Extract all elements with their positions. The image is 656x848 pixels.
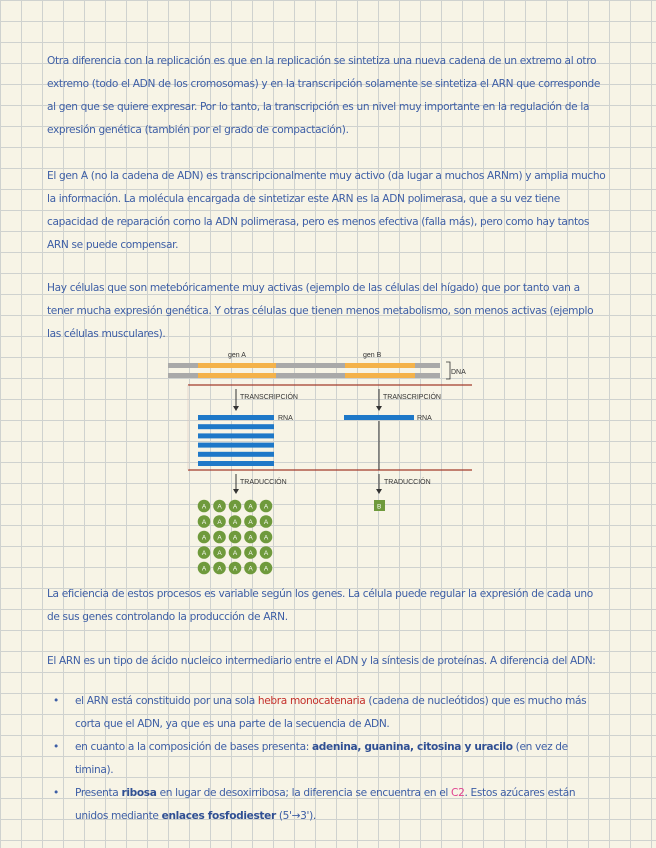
highlight-c2: C2 [451, 787, 465, 799]
paragraph-cell-activity: Hay células que son metebóricamente muy activas (ejemplo de las células del hígado) que por tanto van a tener mucha expresión genética. Y otras células que tienen menos metabolismo, son menos activas (ejemplo las células musculares). [47, 282, 594, 340]
highlight-ribose: ribosa [121, 787, 157, 799]
protein-a-label: A [232, 518, 238, 526]
protein-a-label: A [248, 518, 253, 526]
protein-a-label: A [248, 503, 253, 511]
list-item [47, 690, 607, 736]
bullet-dot: • [53, 741, 59, 753]
rna-a-strand [198, 424, 274, 429]
rna-a-strand [198, 461, 274, 466]
translation-a-label: TRADUCCIÓN [240, 479, 287, 486]
highlight-bases: adenina, guanina, citosina y uracilo [311, 741, 513, 753]
dna-label: DNA [451, 369, 466, 376]
rna-b-strand [344, 415, 414, 420]
protein-a-label: A [263, 534, 269, 542]
bullet-3-text: Presenta [75, 787, 122, 799]
protein-a-label: A [248, 565, 253, 573]
protein-a-label: A [232, 503, 238, 511]
list-item [47, 736, 607, 782]
bullet-dot: • [53, 695, 59, 707]
protein-a-label: A [201, 565, 207, 573]
rna-b-label: RNA [417, 415, 432, 422]
protein-a-label: A [217, 565, 222, 573]
protein-a-label: A [201, 503, 207, 511]
protein-a-label: A [217, 549, 222, 557]
arrow-transcription-a-head [233, 406, 239, 411]
gene-a-segment-top [198, 363, 276, 368]
gene-b-label: gen B [363, 352, 382, 359]
protein-a-label: A [248, 549, 253, 557]
protein-a-label: A [263, 503, 269, 511]
protein-a-label: A [263, 549, 269, 557]
gene-a-label: gen A [228, 352, 246, 359]
list-item [47, 782, 607, 828]
bullet-dot: • [53, 787, 59, 799]
protein-a-label: A [217, 503, 222, 511]
protein-a-label: A [263, 565, 269, 573]
bullet-3-rest: (5'→3'). [275, 810, 316, 822]
transcription-a-label: TRANSCRIPCIÓN [240, 394, 298, 401]
protein-a-grid [198, 500, 273, 575]
rna-a-strand [198, 433, 274, 438]
bullet-3-mid: en lugar de desoxirribosa; la diferencia se encuentra en el [156, 787, 452, 799]
protein-b-label: B [377, 503, 382, 511]
protein-a-label: A [263, 518, 269, 526]
paragraph-rna-definition: El ARN es un tipo de ácido nucleico intermediario entre el ADN y la síntesis de proteínas. A diferencia del ADN: [47, 655, 596, 667]
gene-expression-diagram [160, 345, 480, 580]
gene-b-segment-bottom [345, 373, 415, 378]
paragraph-replication-vs-transcription: Otra diferencia con la replicación es que en la replicación se sintetiza una nueva cadena de un extremo al otro extremo (todo el ADN de los cromosomas) y en la transcripción solamente se sintetiza el ARN que corresponde al gen que se quiere expresar. Por lo tanto, la transcripción es un nivel muy importante en la regulación de la expresión genética (también por el grado de compactación). [47, 55, 601, 136]
gene-a-segment-bottom [198, 373, 276, 378]
paragraph-gene-a: El gen A (no la cadena de ADN) es transcripcionalmente muy activo (da lugar a muchos ARNm) y amplia mucho la información. La molécula encargada de sintetizar este ARN es la ADN polimerasa, que a su vez tiene capacidad de reparación como la ADN polimerasa, pero es menos efectiva (falla más), pero como hay tantos ARN se puede compensar. [47, 170, 606, 251]
protein-a-label: A [201, 549, 207, 557]
bullet-3-mid2: . Estos azúcares están unidos mediante [75, 787, 576, 822]
gene-b-segment-top [345, 363, 415, 368]
bullet-1-rest: (cadena de nucleótidos) que es mucho más corta que el ADN, ya que es una parte de la secuencia de ADN. [75, 695, 587, 730]
paragraph-efficiency: La eficiencia de estos procesos es variable según los genes. La célula puede regular la expresión de cada uno de sus genes controlando la producción de ARN. [47, 588, 593, 623]
protein-a-label: A [217, 518, 222, 526]
protein-a-label: A [201, 534, 207, 542]
protein-a-label: A [217, 534, 222, 542]
rna-a-strand [198, 415, 274, 420]
protein-a-label: A [232, 565, 238, 573]
gene-expression-svg [160, 345, 480, 580]
rna-a-label: RNA [278, 415, 293, 422]
rna-a-strand [198, 443, 274, 448]
protein-a-label: A [248, 534, 253, 542]
arrow-translation-b-head [376, 489, 382, 494]
dna-bracket [446, 362, 450, 379]
highlight-single-strand: hebra monocatenaria [257, 695, 366, 707]
rna-a-strand [198, 452, 274, 457]
translation-b-label: TRADUCCIÓN [384, 479, 431, 486]
rna-a-stack [198, 415, 274, 466]
arrow-transcription-b-head [376, 406, 382, 411]
protein-a-label: A [232, 534, 238, 542]
protein-a-label: A [232, 549, 238, 557]
arrow-translation-a-head [233, 489, 239, 494]
bullet-1-text: el ARN está constituido por una sola [75, 695, 258, 707]
rna-differences-list [47, 690, 607, 828]
bullet-2-rest: (en vez de timina). [75, 741, 568, 776]
protein-a-label: A [201, 518, 207, 526]
transcription-b-label: TRANSCRIPCIÓN [383, 394, 441, 401]
highlight-phosphodiester: enlaces fosfodiester [161, 810, 276, 822]
bullet-2-text: en cuanto a la composición de bases presenta: [75, 741, 312, 753]
